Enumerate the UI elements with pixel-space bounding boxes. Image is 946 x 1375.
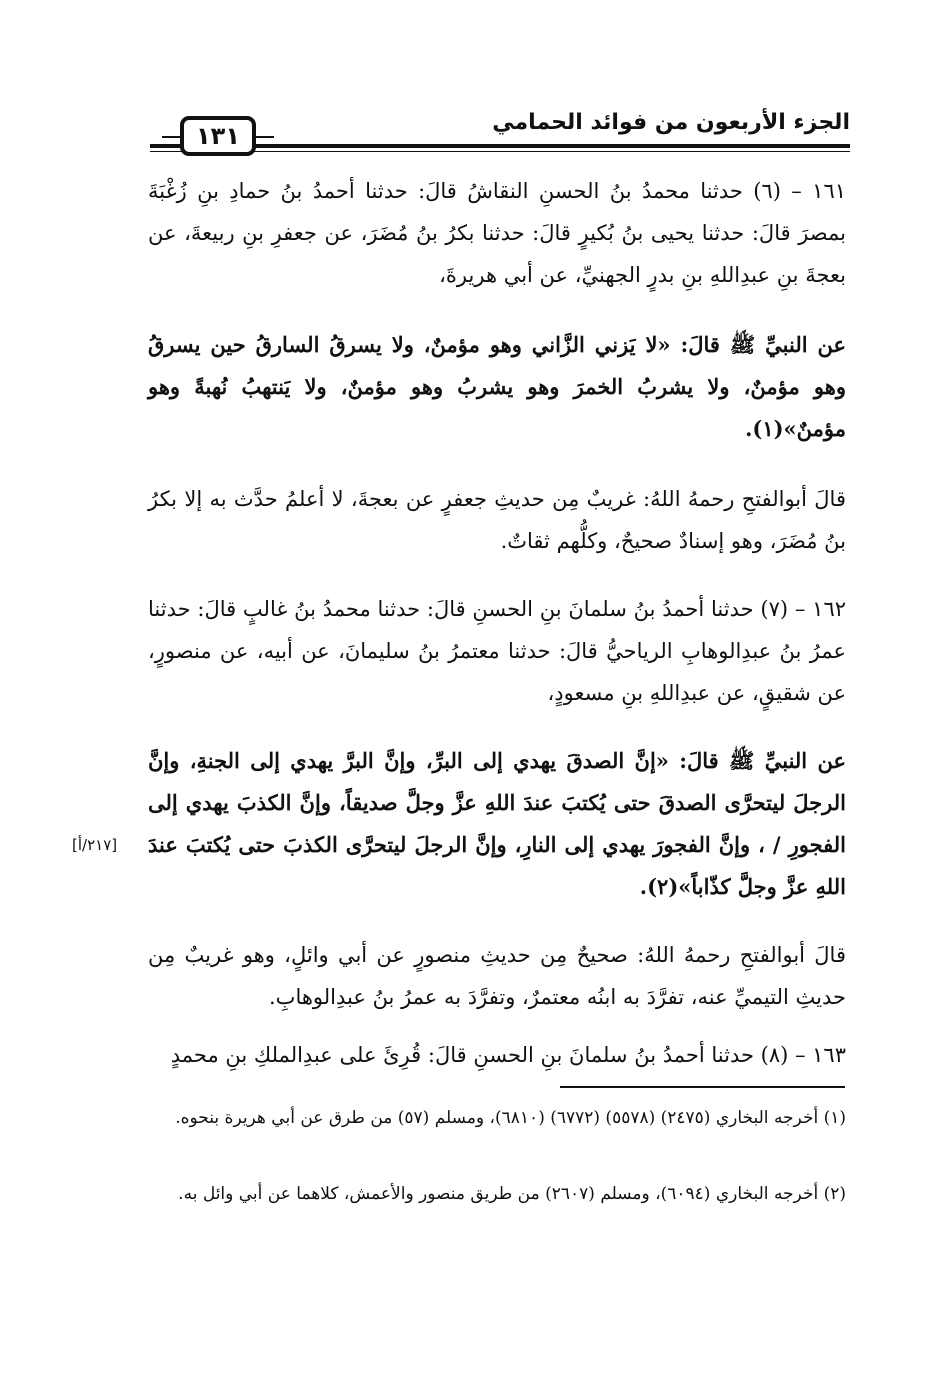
paragraph-hadith-161-isnad: ١٦١ – (٦) حدثنا محمدُ بنُ الحسنِ النقاشُ قالَ: حدثنا أحمدُ بنُ حمادِ بنِ زُغْبَةَ بمصرَ قالَ: حدثنا يحيى بنُ بُكيرٍ قالَ: حدثنا بكرُ بنُ مُضَرَ، عن جعفرِ بنِ ربيعةَ، عن بعجةَ بنِ عبدِاللهِ بنِ بدرٍ الجهنيِّ، عن أبي هريرةَ، bbox=[148, 179, 847, 287]
paragraph-hadith-163-isnad: ١٦٣ – (٨) حدثنا أحمدُ بنُ سلمانَ بنِ الحسنِ قالَ: قُرِئَ على عبدِالملكِ بنِ محمدٍ bbox=[170, 1043, 846, 1067]
footnote-2: (٢) أخرجه البخاري (٦٠٩٤)، ومسلم (٢٦٠٧) من طريق منصور والأعمش، كلاهما عن أبي وائل به. bbox=[178, 1184, 846, 1204]
page-number-ornament-left bbox=[162, 136, 180, 138]
footnote-separator bbox=[560, 1086, 845, 1088]
page-number: ١٣١ bbox=[180, 116, 256, 156]
header-rule-thin bbox=[150, 151, 850, 152]
paragraph-hadith-161-comment: قالَ أبوالفتحِ رحمهُ اللهُ: غريبٌ مِن حديثِ جعفرٍ عن بعجةَ، لا أعلمُ حدَّث به إلا بكرُ بنُ مُضَرَ، وهو إسنادٌ صحيحٌ، وكلُّهم ثقاتٌ. bbox=[148, 487, 846, 553]
paragraph-hadith-161-matn: عن النبيِّ ﷺ قالَ: «لا يَزني الزَّاني وهو مؤمنٌ، ولا يسرقُ السارقُ حين يسرقُ وهو مؤمنٌ، ولا يشربُ الخمرَ وهو يشربُ وهو مؤمنٌ، ولا يَنتهبُ نُهبةً وهو مؤمنٌ»(١). bbox=[148, 332, 846, 441]
running-header-title: الجزء الأربعون من فوائد الحمامي bbox=[492, 110, 850, 135]
paragraph-hadith-162-matn: عن النبيِّ ﷺ قالَ: «إنَّ الصدقَ يهدي إلى البرِّ، وإنَّ البرَّ يهدي إلى الجنةِ، وإنَّ الرجلَ ليتحرَّى الصدقَ حتى يُكتبَ عندَ اللهِ عزَّ وجلَّ صديقاً، وإنَّ الكذبَ يهدي إلى الفجورِ / ، وإنَّ الفجورَ يهدي إلى النارِ، وإنَّ الرجلَ ليتحرَّى الكذبَ حتى يُكتبَ عندَ اللهِ عزَّ وجلَّ كذّاباً»(٢). bbox=[148, 748, 846, 899]
footnote-1: (١) أخرجه البخاري (٢٤٧٥) (٥٥٧٨) (٦٧٧٢) (٦٨١٠)، ومسلم (٥٧) من طرق عن أبي هريرة بنحوه. bbox=[175, 1108, 846, 1128]
page-number-ornament-right bbox=[256, 136, 274, 138]
paragraph-hadith-162-comment: قالَ أبوالفتحِ رحمهُ اللهُ: صحيحٌ مِن حديثِ منصورٍ عن أبي وائلٍ، وهو غريبٌ مِن حديثِ التيميِّ عنه، تفرَّدَ به ابنُه معتمرٌ، وتفرَّدَ به عمرُ بنُ عبدِالوهابِ. bbox=[148, 943, 846, 1009]
running-header bbox=[150, 100, 850, 160]
paragraph-hadith-162-isnad: ١٦٢ – (٧) حدثنا أحمدُ بنُ سلمانَ بنِ الحسنِ قالَ: حدثنا محمدُ بنُ غالبٍ قالَ: حدثنا عمرُ بنُ عبدِالوهابِ الرياحيُّ قالَ: حدثنا معتمرُ بنُ سليمانَ، عن أبيه، عن منصورٍ، عن شقيقٍ، عن عبدِاللهِ بنِ مسعودٍ، bbox=[148, 597, 847, 705]
manuscript-folio-note: [٢١٧/أ] bbox=[72, 836, 118, 854]
